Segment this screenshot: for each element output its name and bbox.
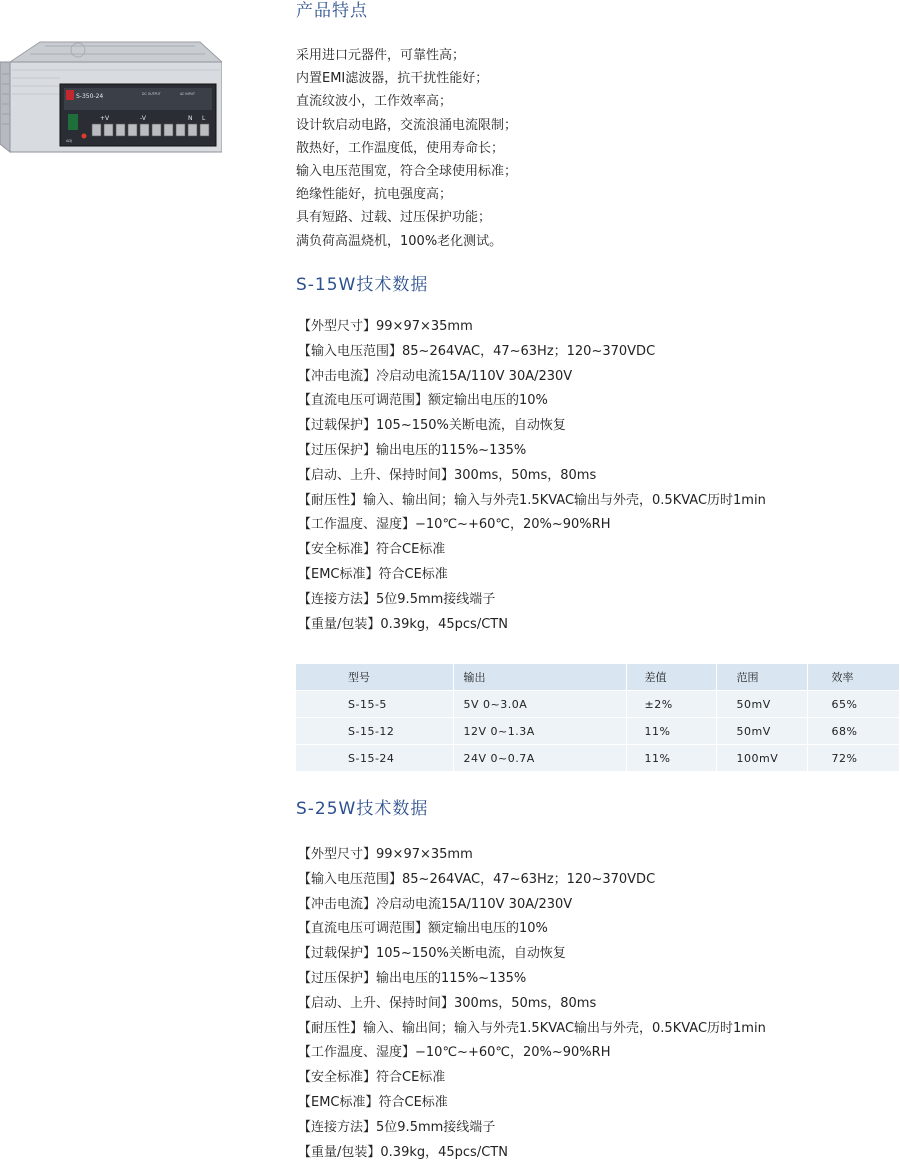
spec-key: 【直流电压可调范围】 <box>298 393 429 409</box>
spec-row <box>298 340 766 365</box>
spec-value: 0.39kg，45pcs/CTN <box>380 616 508 632</box>
spec-row <box>298 389 766 414</box>
feature-item: 直流纹波小，工作效率高； <box>296 94 453 110</box>
spec-key: 【过载保护】 <box>298 418 377 434</box>
spec-key: 【输入电压范围】 <box>298 343 403 359</box>
svg-text:L: L <box>202 115 206 122</box>
table-cell: S-15-12 <box>296 718 453 745</box>
spec-key: 【过载保护】 <box>298 946 377 962</box>
spec-key: 【过压保护】 <box>298 970 377 986</box>
spec-value: 符合CE标准 <box>376 542 446 558</box>
spec-key: 【外型尺寸】 <box>298 847 377 862</box>
spec-row <box>298 917 766 942</box>
feature-list <box>296 44 517 253</box>
table-header-cell: 范围 <box>716 664 807 691</box>
s25-spec-list <box>298 843 766 1165</box>
spec-value: 105~150%关断电流，自动恢复 <box>376 418 566 434</box>
brand-logo-icon <box>66 90 74 100</box>
spec-value: 99×97×35mm <box>376 319 473 334</box>
svg-text:+V: +V <box>100 115 110 122</box>
spec-key: 【重量/包装】 <box>298 1144 381 1160</box>
svg-text:S-350-24: S-350-24 <box>76 93 104 100</box>
spec-row <box>298 1141 766 1165</box>
spec-value: 0.39kg，45pcs/CTN <box>380 1144 508 1160</box>
spec-value: 输入、输出间；输入与外壳1.5KVAC输出与外壳，0.5KVAC历时1min <box>363 492 766 508</box>
table-header-cell: 输出 <box>453 664 626 691</box>
spec-value: 额定输出电压的10% <box>428 393 548 409</box>
spec-row <box>298 588 766 613</box>
spec-row <box>298 1066 766 1091</box>
spec-row <box>298 489 766 514</box>
table-row <box>296 745 899 772</box>
spec-value: 符合CE标准 <box>378 1094 448 1110</box>
spec-row <box>298 414 766 439</box>
spec-key: 【过压保护】 <box>298 442 377 458</box>
table-cell: 68% <box>807 718 899 745</box>
spec-row <box>298 1017 766 1042</box>
table-cell: ±2% <box>626 691 716 718</box>
spec-key: 【重量/包装】 <box>298 616 381 632</box>
spec-key: 【EMC标准】 <box>298 566 379 582</box>
spec-value: 输入、输出间；输入与外壳1.5KVAC输出与外壳，0.5KVAC历时1min <box>363 1020 766 1036</box>
s25-section-title: S-25W技术数据 <box>296 799 429 819</box>
feature-item: 设计软启动电路，交流浪涌电流限制； <box>296 117 518 133</box>
spec-key: 【启动、上升、保持时间】 <box>298 995 455 1011</box>
table-header-row <box>296 664 899 691</box>
adjust-potentiometer-icon <box>68 114 78 130</box>
power-supply-photo <box>0 40 222 160</box>
spec-value: 105~150%关断电流，自动恢复 <box>376 946 566 962</box>
spec-value: 冷启动电流15A/110V 30A/230V <box>376 896 573 912</box>
spec-row <box>298 1116 766 1141</box>
spec-value: 输出电压的115%~135% <box>376 442 527 458</box>
table-cell: 24V 0~0.7A <box>453 745 626 772</box>
spec-value: 300ms，50ms，80ms <box>454 467 597 483</box>
spec-value: 冷启动电流15A/110V 30A/230V <box>376 368 573 384</box>
spec-row <box>298 1041 766 1066</box>
feature-item: 采用进口元器件，可靠性高； <box>296 48 466 63</box>
spec-row <box>298 365 766 390</box>
svg-text:N: N <box>188 115 193 122</box>
spec-value: 符合CE标准 <box>378 566 448 582</box>
spec-row <box>298 942 766 967</box>
feature-item: 内置EMI滤波器，抗干扰性能好； <box>296 71 489 87</box>
table-cell: 50mV <box>716 691 807 718</box>
table-cell: S-15-24 <box>296 745 453 772</box>
spec-value: 99×97×35mm <box>376 847 473 862</box>
svg-text:DC OUTPUT: DC OUTPUT <box>142 92 161 96</box>
table-header-cell: 差值 <box>626 664 716 691</box>
table-cell: 100mV <box>716 745 807 772</box>
spec-key: 【安全标准】 <box>298 542 377 558</box>
spec-row <box>298 967 766 992</box>
spec-row <box>298 893 766 918</box>
spec-value: 300ms，50ms，80ms <box>454 995 597 1011</box>
spec-key: 【启动、上升、保持时间】 <box>298 467 455 483</box>
s15-spec-list <box>298 315 766 637</box>
table-cell: 11% <box>626 745 716 772</box>
spec-key: 【输入电压范围】 <box>298 871 403 887</box>
features-title: 产品特点 <box>296 1 368 21</box>
spec-key: 【连接方法】 <box>298 1119 377 1135</box>
spec-key: 【工作温度、湿度】 <box>298 517 416 533</box>
s15-model-table <box>296 664 900 771</box>
table-cell: 5V 0~3.0A <box>453 691 626 718</box>
spec-key: 【安全标准】 <box>298 1070 377 1086</box>
table-header-cell: 型号 <box>296 664 453 691</box>
s15-section-title: S-15W技术数据 <box>296 275 429 295</box>
power-led-icon <box>82 134 87 139</box>
spec-value: 符合CE标准 <box>376 1070 446 1086</box>
spec-row <box>298 315 766 340</box>
spec-row <box>298 538 766 563</box>
spec-key: 【冲击电流】 <box>298 368 377 384</box>
spec-row <box>298 613 766 638</box>
table-cell: 72% <box>807 745 899 772</box>
table-row <box>296 718 899 745</box>
table-row <box>296 691 899 718</box>
spec-value: −10℃~+60℃，20%~90%RH <box>415 1045 611 1061</box>
spec-value: 5位9.5mm接线端子 <box>376 1119 496 1135</box>
table-cell: S-15-5 <box>296 691 453 718</box>
spec-value: 额定输出电压的10% <box>428 921 548 937</box>
spec-key: 【耐压性】 <box>298 492 364 508</box>
spec-row <box>298 843 766 868</box>
spec-key: 【工作温度、湿度】 <box>298 1045 416 1061</box>
feature-item: 输入电压范围宽，符合全球使用标准； <box>296 163 518 179</box>
spec-key: 【耐压性】 <box>298 1020 364 1036</box>
svg-text:ADJ: ADJ <box>66 139 73 143</box>
spec-value: 5位9.5mm接线端子 <box>376 591 496 607</box>
table-cell: 50mV <box>716 718 807 745</box>
table-header-cell: 效率 <box>807 664 899 691</box>
spec-key: 【EMC标准】 <box>298 1094 379 1110</box>
spec-row <box>298 868 766 893</box>
spec-value: −10℃~+60℃，20%~90%RH <box>415 517 611 533</box>
spec-value: 85~264VAC，47~63Hz；120~370VDC <box>402 871 656 887</box>
svg-text:AC INPUT: AC INPUT <box>180 92 195 96</box>
spec-row <box>298 513 766 538</box>
svg-text:-V: -V <box>140 115 146 122</box>
feature-item: 满负荷高温烧机，100%老化测试。 <box>296 233 503 249</box>
spec-row <box>298 439 766 464</box>
feature-item: 绝缘性能好，抗电强度高； <box>296 187 453 203</box>
spec-value: 85~264VAC，47~63Hz；120~370VDC <box>402 343 656 359</box>
spec-key: 【直流电压可调范围】 <box>298 921 429 937</box>
feature-item: 散热好，工作温度低，使用寿命长； <box>296 140 505 156</box>
spec-key: 【冲击电流】 <box>298 896 377 912</box>
table-cell: 65% <box>807 691 899 718</box>
feature-item: 具有短路、过载、过压保护功能； <box>296 210 492 226</box>
spec-value: 输出电压的115%~135% <box>376 970 527 986</box>
spec-key: 【连接方法】 <box>298 591 377 607</box>
spec-row <box>298 464 766 489</box>
spec-row <box>298 563 766 588</box>
spec-row <box>298 992 766 1017</box>
table-cell: 11% <box>626 718 716 745</box>
spec-key: 【外型尺寸】 <box>298 319 377 334</box>
spec-row <box>298 1091 766 1116</box>
table-cell: 12V 0~1.3A <box>453 718 626 745</box>
